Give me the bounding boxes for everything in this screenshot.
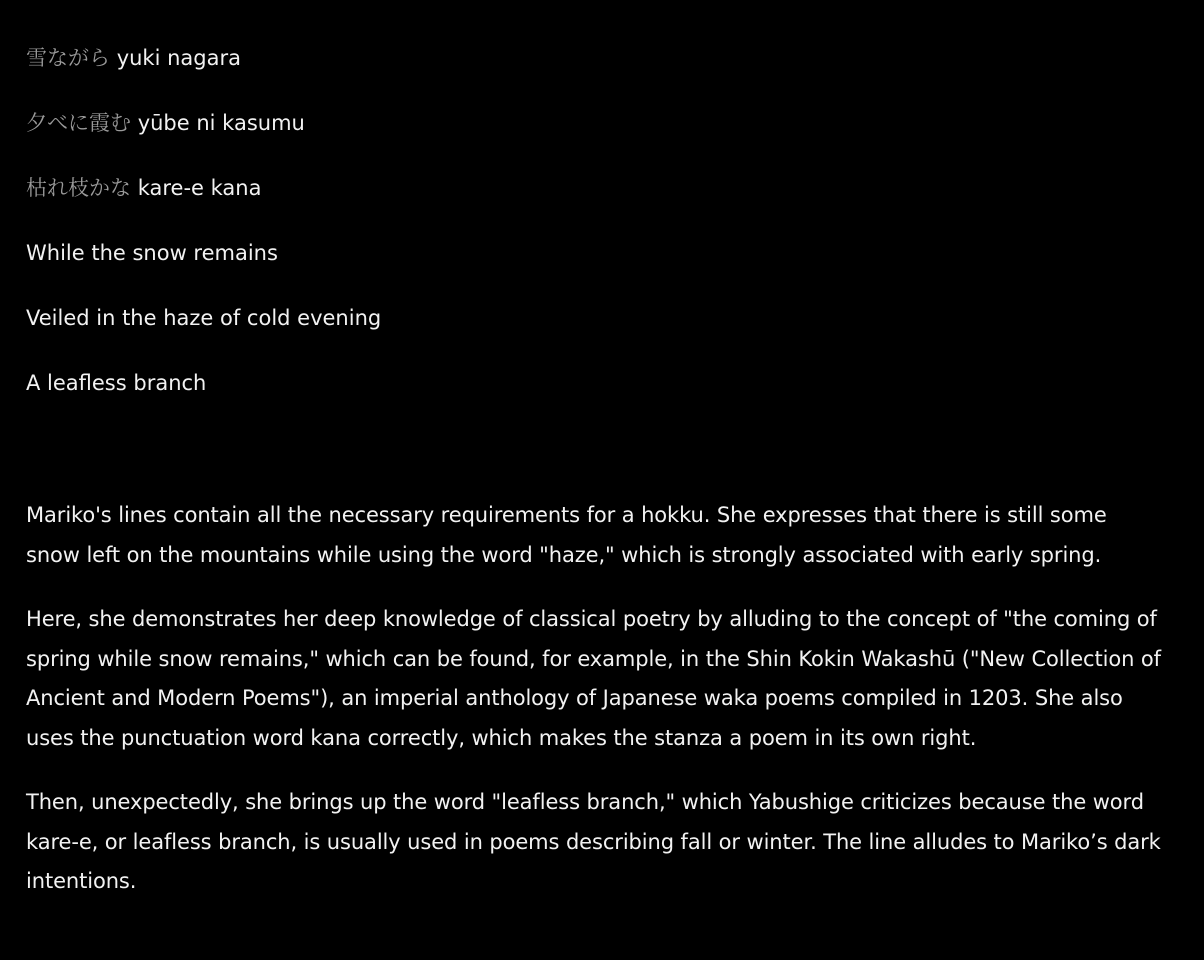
commentary-paragraph: Here, she demonstrates her deep knowledge of classical poetry by alluding to the concept of "the coming of spring while snow remains," which can be found, for example, in the Shin Kokin Wakashū ("New Collection of Ancient and Modern Poems"), an imperial anthology of Japanese waka poems compiled in 1203. She also uses the punctuation word kana correctly, which makes the stanza a poem in its own right. [26,607,1161,750]
poem-romaji-text: kare-e kana [137,176,262,200]
poem-romaji-text: yuki nagara [116,46,241,70]
poem-line-japanese [26,40,1166,76]
poem-line-japanese [26,170,1166,206]
poem-japanese-text: 夕べに霞む [26,111,131,135]
poem-romaji-text: yūbe ni kasumu [137,111,305,135]
commentary-paragraph: Then, unexpectedly, she brings up the word "leafless branch," which Yabushige criticizes because the word kare-e, or leafless branch, is usually used in poems describing fall or winter. The line alludes to Mariko’s dark intentions. [26,790,1161,893]
poem-line-japanese [26,105,1166,141]
commentary-block [26,496,1166,902]
article-body [26,40,1166,927]
poem-translation-line: While the snow remains [26,241,278,265]
poem-translation-line: A leafless branch [26,371,207,395]
section-spacer [26,430,1166,496]
poem-japanese-text: 枯れ枝かな [26,176,131,200]
poem-japanese-text: 雪ながら [26,46,110,70]
poem-translation-line: Veiled in the haze of cold evening [26,306,382,330]
poem-block [26,40,1166,401]
commentary-paragraph: Mariko's lines contain all the necessary requirements for a hokku. She expresses that there is still some snow left on the mountains while using the word "haze," which is strongly associated with early spring. [26,503,1107,567]
